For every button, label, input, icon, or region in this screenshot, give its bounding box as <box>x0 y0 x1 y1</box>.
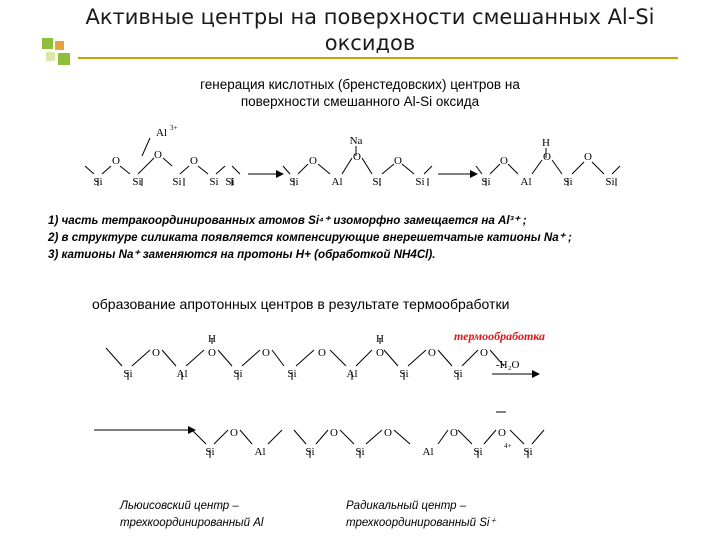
ion-na: Na <box>349 135 363 147</box>
atom-si: Si <box>225 176 235 188</box>
note-item: 1) часть тетракоординированных атомов Si⁴⁺ изоморфно замещается на Al³⁺ ; <box>48 214 527 227</box>
atom-o: O <box>498 427 506 439</box>
atom-o: O <box>394 155 402 167</box>
atom-o: O <box>190 155 198 167</box>
note-item: 2) в структуре силиката появляется компенсирующие внерешетчатые катионы Na⁺ ; <box>48 231 572 244</box>
atom-si: Si <box>305 446 315 458</box>
ion-h: H <box>208 333 216 345</box>
atom-o: O <box>584 151 592 163</box>
section2-heading: образование апротонных центров в результате термообработки <box>92 296 510 312</box>
section1-heading-line1: генерация кислотных (бренстедовских) центров на <box>200 77 520 92</box>
section1-heading <box>150 76 570 110</box>
atom-si: Si <box>481 176 491 188</box>
atom-o: O <box>500 155 508 167</box>
water-loss-label: -H₂O <box>496 359 520 371</box>
atom-si: Si <box>123 368 133 380</box>
page-title <box>40 4 700 56</box>
atom-o: O <box>112 155 120 167</box>
atom-si: Si <box>523 446 533 458</box>
ion-al: Al <box>156 127 167 139</box>
atom-si: Si <box>355 446 365 458</box>
ion-al-charge: 3+ <box>170 124 178 132</box>
atom-al: Al <box>331 176 343 188</box>
section1-heading-line2: поверхности смешанного Al-Si оксида <box>240 94 480 109</box>
atom-o: O <box>152 347 160 359</box>
atom-si: Si <box>289 176 299 188</box>
lewis-site-caption <box>120 498 263 532</box>
atom-si: Si <box>93 176 103 188</box>
atom-o: O <box>309 155 317 167</box>
atom-o: O <box>154 149 162 161</box>
atom-si: Si <box>132 176 142 188</box>
atom-o: O <box>543 151 551 163</box>
decorative-squares-icon <box>42 38 76 68</box>
atom-o: O <box>384 427 392 439</box>
atom-o: O <box>480 347 488 359</box>
atom-si: Si <box>453 368 463 380</box>
radical-site-caption-line2: трехкоординированный Si⁺ <box>346 517 496 529</box>
atom-al: Al <box>176 368 188 380</box>
atom-o: O <box>330 427 338 439</box>
radical-site-caption <box>346 498 496 532</box>
atom-si: Si <box>209 176 219 188</box>
atom-o: O <box>208 347 216 359</box>
lewis-site-caption-line2: трехкоординированный Al <box>120 517 264 529</box>
atom-si: Si <box>415 176 425 188</box>
atom-o: O <box>230 427 238 439</box>
atom-o: O <box>318 347 326 359</box>
atom-o: O <box>450 427 458 439</box>
title-rule <box>78 57 678 59</box>
page-title-line1: Активные центры на поверхности смешанных Al-Si <box>85 5 655 29</box>
bronsted-site-scheme <box>80 118 648 208</box>
atom-si: Si <box>563 176 573 188</box>
atom-o: O <box>353 151 361 163</box>
atom-si: Si <box>372 176 382 188</box>
atom-si: Si <box>605 176 615 188</box>
thermal-treatment-label: термообработка <box>454 329 546 343</box>
atom-si: Si <box>287 368 297 380</box>
lewis-site-caption-line1: Льюисовский центр – <box>120 500 239 512</box>
atom-al: Al <box>422 446 434 458</box>
atom-si: Si <box>473 446 483 458</box>
atom-al: Al <box>346 368 358 380</box>
atom-si: Si <box>172 176 182 188</box>
atom-al: Al <box>254 446 266 458</box>
note-item: 3) катионы Na⁺ заменяются на протоны H+ (обработкой NH4Cl). <box>48 248 436 261</box>
ion-si-charge: 4+ <box>504 442 512 450</box>
atom-si: Si <box>399 368 409 380</box>
atom-al: Al <box>520 176 532 188</box>
atom-o: O <box>376 347 384 359</box>
page-title-line2: оксидов <box>324 31 416 55</box>
radical-site-caption-line1: Радикальный центр – <box>346 500 467 512</box>
ion-h: H <box>542 137 550 149</box>
notes-list <box>48 212 716 263</box>
atom-o: O <box>428 347 436 359</box>
ion-h: H <box>376 333 384 345</box>
atom-si: Si <box>205 446 215 458</box>
atom-si: Si <box>233 368 243 380</box>
aprotic-site-scheme <box>92 318 600 480</box>
atom-o: O <box>262 347 270 359</box>
